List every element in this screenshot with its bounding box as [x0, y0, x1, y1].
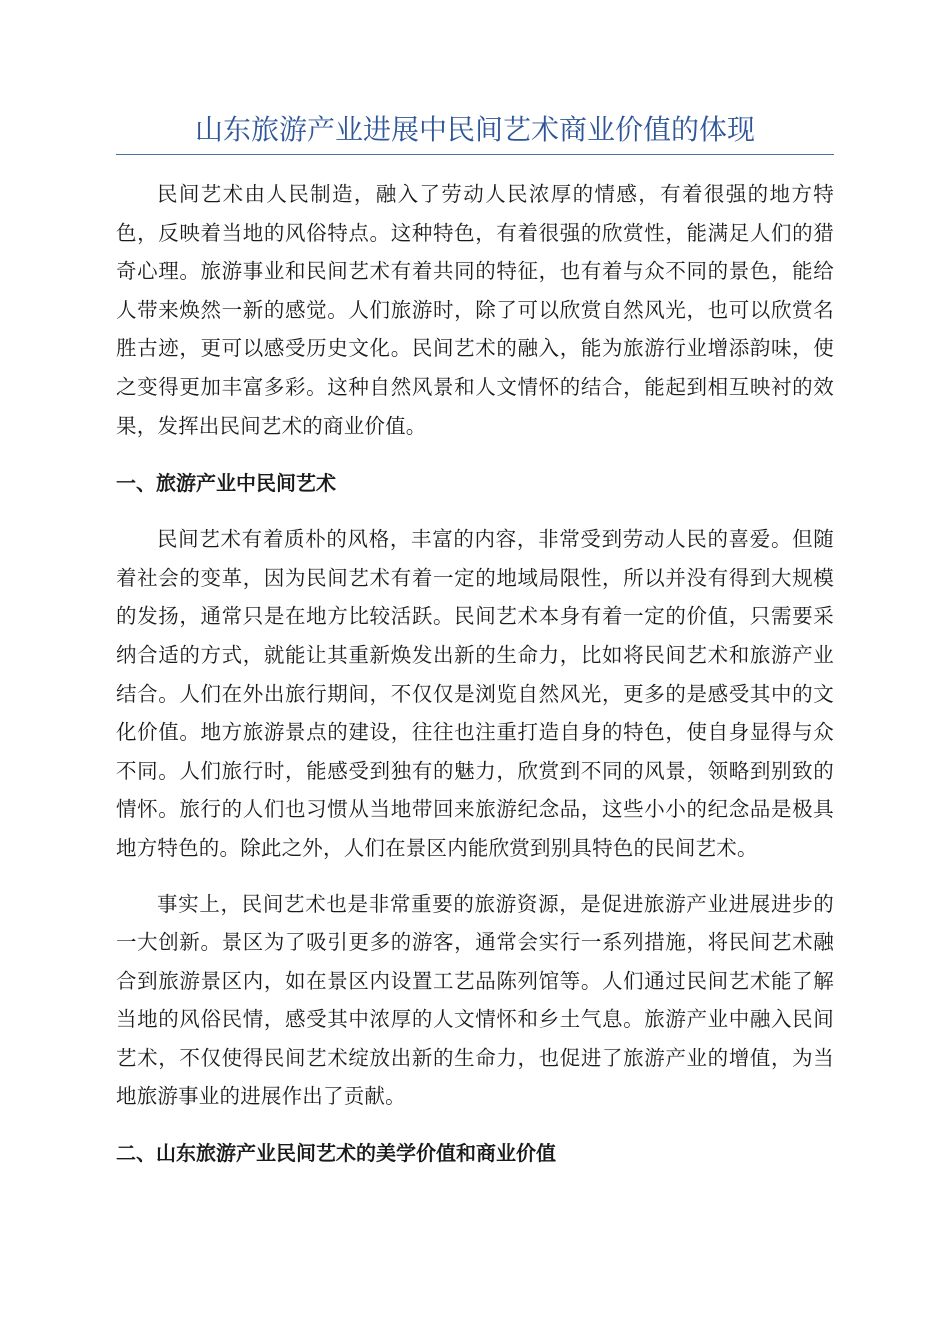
- intro-paragraph: 民间艺术由人民制造，融入了劳动人民浓厚的情感，有着很强的地方特色，反映着当地的风俗特点。这种特色，有着很强的欣赏性，能满足人们的猎奇心理。旅游事业和民间艺术有着共同的特征，也有着与众不同的景色，能给人带来焕然一新的感觉。人们旅游时，除了可以欣赏自然风光，也可以欣赏名胜古迹，更可以感受历史文化。民间艺术的融入，能为旅游行业增添韵味，使之变得更加丰富多彩。这种自然风景和人文情怀的结合，能起到相互映衬的效果，发挥出民间艺术的商业价值。: [116, 182, 834, 438]
- section-heading-1: 一、旅游产业中民间艺术: [116, 471, 336, 496]
- section-1-paragraph-2: 事实上，民间艺术也是非常重要的旅游资源，是促进旅游产业进展进步的一大创新。景区为了吸引更多的游客，通常会实行一系列措施，将民间艺术融合到旅游景区内，如在景区内设置工艺品陈列馆等。人们通过民间艺术能了解当地的风俗民情，感受其中浓厚的人文情怀和乡土气息。旅游产业中融入民间艺术，不仅使得民间艺术绽放出新的生命力，也促进了旅游产业的增值，为当地旅游事业的进展作出了贡献。: [116, 891, 834, 1109]
- document-title: 山东旅游产业进展中民间艺术商业价值的体现: [116, 110, 834, 155]
- section-1-paragraph-1: 民间艺术有着质朴的风格，丰富的内容，非常受到劳动人民的喜爱。但随着社会的变革，因为民间艺术有着一定的地域局限性，所以并没有得到大规模的发扬，通常只是在地方比较活跃。民间艺术本身有着一定的价值，只需要采纳合适的方式，就能让其重新焕发出新的生命力，比如将民间艺术和旅游产业结合。人们在外出旅行期间，不仅仅是浏览自然风光，更多的是感受其中的文化价值。地方旅游景点的建设，往往也注重打造自身的特色，使自身显得与众不同。人们旅行时，能感受到独有的魅力，欣赏到不同的风景，领略到别致的情怀。旅行的人们也习惯从当地带回来旅游纪念品，这些小小的纪念品是极具地方特色的。除此之外，人们在景区内能欣赏到别具特色的民间艺术。: [116, 527, 834, 860]
- document-page: [116, 110, 834, 1173]
- section-heading-2: 二、山东旅游产业民间艺术的美学价值和商业价值: [116, 1141, 556, 1166]
